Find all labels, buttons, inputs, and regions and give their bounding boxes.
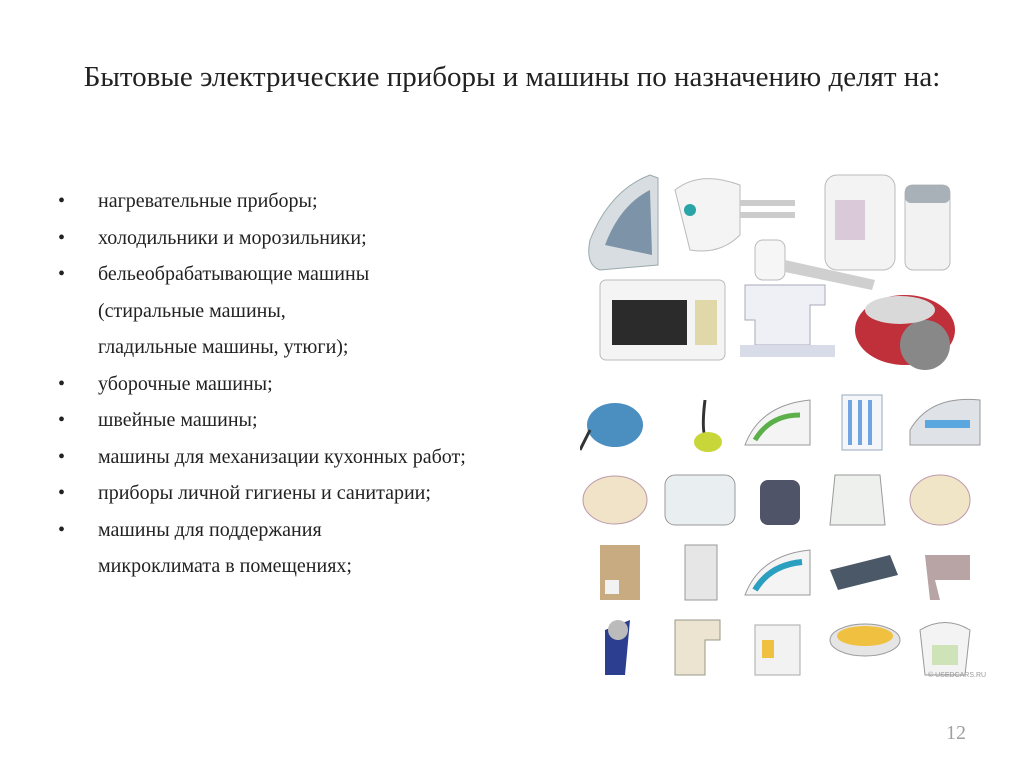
- toaster-icon: [665, 475, 735, 525]
- bullet: •: [58, 518, 66, 541]
- bullet: •: [58, 190, 66, 212]
- list-item-text: бельеобрабатывающие машины: [98, 263, 370, 285]
- list-item: [56, 512, 576, 585]
- list-item-text: нагревательные приборы;: [98, 190, 318, 212]
- list-item: [56, 256, 576, 366]
- slide-title: Бытовые электрические приборы и машины по назначению делят на:: [83, 61, 941, 93]
- bullet: •: [58, 409, 66, 431]
- bullet: •: [58, 263, 66, 285]
- coffee-grinder-icon: [905, 185, 950, 270]
- shaver-icon: [605, 620, 630, 675]
- bullet: •: [58, 226, 66, 249]
- list-item-text: холодильники и морозильники;: [98, 226, 367, 249]
- toaster-dark-icon: [760, 480, 800, 525]
- list-item: [56, 475, 576, 512]
- steam-iron-icon: [745, 400, 810, 445]
- list-item-text: (стиральные машины,: [98, 299, 286, 322]
- list-item: [56, 402, 576, 439]
- list-item: [56, 183, 576, 220]
- citrus-juicer-icon: [920, 623, 970, 676]
- list-item-text: гладильные машины, утюги);: [98, 336, 349, 358]
- coffee-maker-icon: [600, 545, 640, 600]
- appliances-collage: [580, 160, 1000, 700]
- microwave-icon: [600, 280, 725, 360]
- page-number: 12: [946, 722, 966, 744]
- kettle-icon: [830, 475, 885, 525]
- list-item: [56, 366, 576, 403]
- list-item-text: машины для поддержания: [98, 518, 322, 541]
- bullet: •: [58, 445, 66, 468]
- hair-dryer-icon: [925, 555, 970, 600]
- sewing-machine-icon: [740, 285, 835, 357]
- bullet: •: [58, 372, 66, 395]
- sandwich-maker-icon: [583, 476, 647, 524]
- list-item-text: уборочные машины;: [98, 372, 273, 395]
- list-item-text: машины для механизации кухонных работ;: [98, 445, 466, 468]
- kitchen-scale-icon: [830, 624, 900, 656]
- list-item-text: швейные машины;: [98, 409, 258, 431]
- upright-vacuum-icon: [694, 400, 722, 452]
- list-item-text: приборы личной гигиены и санитарии;: [98, 482, 431, 504]
- list-item-text: микроклимата в помещениях;: [98, 555, 352, 577]
- uv-lamp-icon: [842, 395, 882, 450]
- list-item: [56, 439, 576, 476]
- steam-iron-blue-icon: [745, 550, 810, 595]
- hair-brush-icon: [830, 555, 898, 590]
- vacuum-cleaner-icon: [855, 295, 955, 370]
- appliance-category-list: [56, 183, 576, 585]
- bullet: •: [58, 482, 66, 504]
- iron-icon: [589, 175, 658, 270]
- juicer-icon: [825, 175, 895, 270]
- drip-coffee-icon: [685, 545, 717, 600]
- multicooker-icon: [910, 475, 970, 525]
- canister-vacuum-icon: [580, 403, 643, 450]
- tanning-bed-icon: [910, 399, 980, 445]
- food-processor-icon: [755, 625, 800, 675]
- stand-mixer-icon: [675, 620, 720, 675]
- list-item: [56, 220, 576, 257]
- image-watermark: © USEDCARS.RU: [928, 672, 987, 679]
